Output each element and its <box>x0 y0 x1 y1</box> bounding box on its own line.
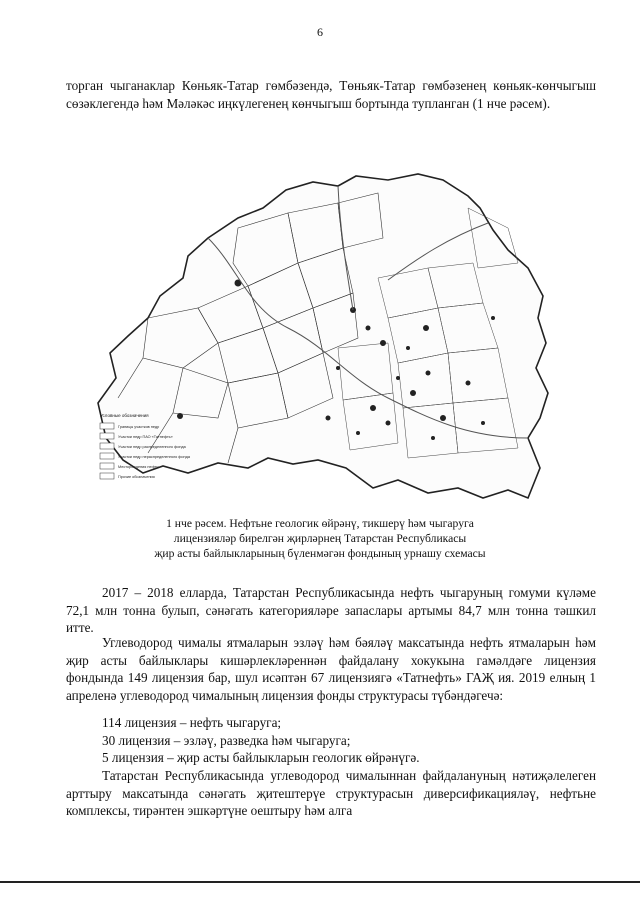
legend-item: Участки недр распределенного фонда <box>118 445 186 449</box>
caption-line: лицензияләр бирелгән җирләрнең Татарстан Республикасы <box>173 532 467 546</box>
license-list-item: 5 лицензия – җир асты байлыкларын геологик өйрәнүгә. <box>102 750 420 766</box>
caption-line: җир асты байлыкларының бүленмәгән фондының урнашу схемасы <box>154 547 486 561</box>
legend-item: Месторождения нефти <box>118 465 159 469</box>
caption-line: 1 нче рәсем. Нефтьне геологик өйрәнү, тикшерү һәм чыгаруга <box>166 517 474 530</box>
page-number: 6 <box>317 25 323 39</box>
license-list-item: 30 лицензия – эзләү, разведка һәм чыгаруга; <box>102 732 351 748</box>
legend-item: Прочие обозначения <box>118 475 155 479</box>
paragraph-licenses: Углеводород чималы ятмаларын эзләү һәм бәяләү максатында нефть ятмаларын һәм җир асты байлыклары кишәрлекләреннән файдалану хокукына гамәлдәге лицензия фондында 149 лицензия бар, шул исәптән 67 лицензиягә «Татнефть» ГАҖ ия. 2019 елның 1 апреленә углеводород чималының лицензия фонды структурасы түбәндәгечә: <box>66 635 596 703</box>
paragraph-efficiency: Татарстан Республикасында углеводород чималыннан файдалануның нәтиҗәлелеген арттыру максатында сәнәгать җитештерүе структурасын диверсификацияләү, нефтьне комплексы, тирәнтен эшкәртүне оештыру һәм алга <box>66 768 596 819</box>
license-list-item: 114 лицензия – нефть чыгаруга; <box>102 715 282 730</box>
region-outline <box>98 174 548 498</box>
legend-title: Условные обозначения <box>100 413 149 418</box>
legend-item: Участки недр нераспределенного фонда <box>118 455 190 459</box>
paragraph-intro: торган чыганаклар Көньяк-Татар гөмбәзендә, Төньяк-Татар гөмбәзенең көньяк-көнчыгыш сөзәклегендә һәм Мәләкәс иңкүлегенең көнчыгыш бортында тупланган (1 нче рәсем). <box>66 78 596 111</box>
legend-item: Участки недр ПАО «Татнефть» <box>118 435 173 439</box>
legend-item: Границы участков недр <box>118 425 160 429</box>
paragraph-production: 2017 – 2018 елларда, Татарстан Республикасында нефть чыгаруның гомуми күләме 72,1 млн тонна булып, сәнәгать категорияләре запаслары артымы 84,7 млн тонна тәшкил итте. <box>66 585 596 636</box>
map-figure <box>88 168 558 513</box>
scan-bottom-edge <box>0 881 640 883</box>
figure-caption <box>60 516 580 562</box>
